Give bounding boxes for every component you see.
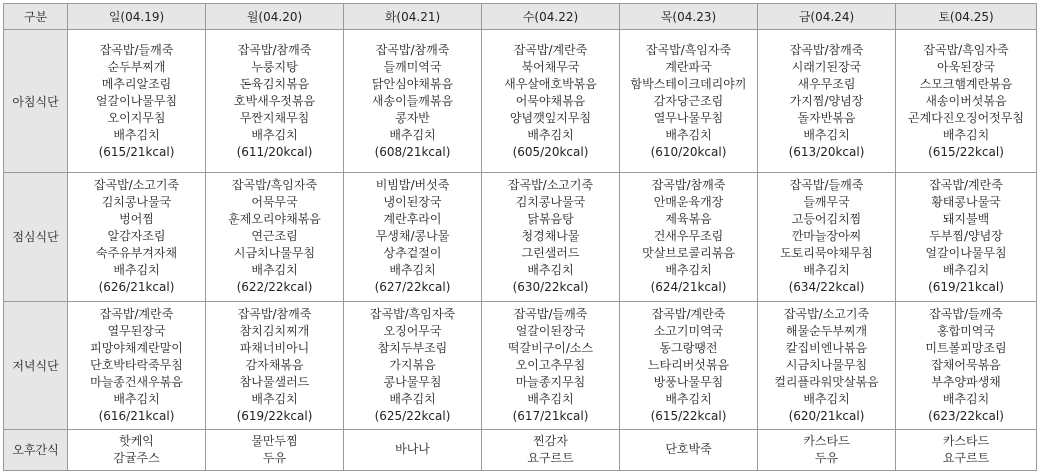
menu-item: 잡곡밥/흑임자죽: [645, 42, 732, 57]
menu-item: 찐감자: [533, 433, 568, 448]
day-header-monday: 월(04.20): [206, 4, 344, 30]
menu-item: 배추김치: [665, 263, 712, 278]
menu-cell: [758, 173, 896, 301]
header-row: [4, 4, 1037, 30]
menu-item: 참나물샐러드: [239, 374, 310, 389]
calorie-text: (615/21kcal): [98, 144, 175, 159]
menu-item: 피망야채계란말이: [90, 340, 183, 355]
menu-item: 감귤주스: [113, 450, 160, 465]
menu-item: 배추김치: [803, 127, 850, 142]
menu-cell: [482, 429, 620, 470]
menu-item: 배추김치: [665, 391, 712, 406]
menu-cell: [620, 429, 758, 470]
menu-item: 배추김치: [527, 127, 574, 142]
lunch-row: [4, 173, 1037, 301]
menu-item: 배추김치: [942, 263, 990, 278]
menu-item: 잡곡밥/소고기죽: [93, 178, 180, 193]
menu-item: 냉이된장국: [383, 195, 442, 210]
menu-item: 김치콩나물국: [515, 195, 586, 210]
menu-cell: [896, 30, 1037, 173]
menu-item: 잡곡밥/계란죽: [651, 306, 726, 321]
menu-item: 잡곡밥/계란죽: [929, 178, 1003, 193]
menu-item: 소고기미역국: [653, 323, 724, 338]
menu-item: 어묵무국: [251, 195, 298, 210]
menu-item: 떡갈비구이/소스: [507, 340, 594, 355]
menu-item: 잡곡밥/계란죽: [513, 42, 588, 57]
menu-item: 잡곡밥/흑임자죽: [369, 306, 456, 321]
menu-cell: [758, 30, 896, 173]
menu-item: 시래기된장국: [791, 59, 862, 74]
menu-item: 새송이버섯볶음: [925, 93, 1007, 108]
menu-item: 안매운육개장: [653, 195, 724, 210]
calorie-text: (605/20kcal): [512, 144, 589, 159]
menu-item: 카스타드: [803, 433, 850, 448]
menu-item: 느타리버섯볶음: [647, 357, 730, 372]
row-label: 아침식단: [4, 30, 68, 173]
menu-item: 벙어찜: [119, 212, 154, 227]
menu-item: 배추김치: [942, 391, 990, 406]
calorie-text: (613/20kcal): [788, 144, 865, 159]
menu-item: 잡곡밥/들깨죽: [99, 42, 174, 57]
menu-item: 숙주유부겨자채: [95, 246, 178, 261]
day-header-wednesday: 수(04.22): [482, 4, 620, 30]
menu-item: 핫케익: [119, 433, 154, 448]
menu-cell: [206, 173, 344, 301]
menu-item: 김치콩나물국: [101, 195, 172, 210]
menu-item: 열무된장국: [107, 323, 166, 338]
menu-item: 함박스테이크데리야끼: [630, 76, 747, 91]
menu-item: 돈육김치볶음: [239, 76, 310, 91]
menu-cell: [482, 301, 620, 429]
menu-item: 감자당근조림: [653, 93, 724, 108]
menu-item: 들깨미역국: [383, 59, 442, 74]
menu-item: 비빔밥/버섯죽: [375, 178, 450, 193]
day-header-sunday: 일(04.19): [68, 4, 206, 30]
menu-item: 잡곡밥/들깨죽: [513, 306, 588, 321]
menu-cell: [620, 173, 758, 301]
menu-item: 계란파국: [665, 59, 712, 74]
menu-item: 가지볶음: [389, 357, 436, 372]
menu-item: 배추김치: [251, 127, 298, 142]
calorie-text: (627/22kcal): [374, 280, 451, 295]
menu-item: 연근조림: [251, 229, 298, 244]
menu-item: 청경채나물: [521, 229, 580, 244]
menu-item: 배추김치: [389, 391, 436, 406]
menu-item: 바나나: [395, 442, 430, 457]
day-header-thursday: 목(04.23): [620, 4, 758, 30]
menu-item: 순두부찌개: [107, 59, 166, 74]
menu-item: 얼갈이된장국: [515, 323, 586, 338]
menu-item: 건새우무조림: [653, 229, 724, 244]
menu-item: 배추김치: [803, 263, 850, 278]
menu-item: 참치두부조림: [377, 340, 448, 355]
menu-item: 해물순두부찌개: [785, 323, 868, 338]
menu-item: 배추김치: [251, 263, 298, 278]
menu-cell: [68, 429, 206, 470]
menu-item: 콩나물무침: [383, 374, 442, 389]
menu-item: 컬리플라워맛살볶음: [774, 374, 879, 389]
menu-item: 잡곡밥/흑임자죽: [923, 42, 1009, 57]
menu-cell: [68, 30, 206, 173]
snack-row: [4, 429, 1037, 470]
calorie-text: (623/22kcal): [928, 408, 1004, 423]
menu-item: 무생채/콩나물: [375, 229, 450, 244]
menu-item: 도토리묵야채무침: [780, 246, 873, 261]
calorie-text: (622/22kcal): [236, 280, 313, 295]
menu-item: 시금치나물무침: [233, 246, 316, 261]
calorie-text: (630/22kcal): [512, 280, 589, 295]
menu-item: 물만두찜: [251, 433, 298, 448]
menu-item: 닭안심야채볶음: [371, 76, 454, 91]
menu-item: 동그랑땡전: [659, 340, 718, 355]
menu-item: 오징어무국: [383, 323, 442, 338]
row-label: 점심식단: [4, 173, 68, 301]
menu-cell: [896, 301, 1037, 429]
calorie-text: (616/21kcal): [98, 408, 175, 423]
menu-cell: [758, 429, 896, 470]
category-header: 구분: [4, 4, 68, 30]
menu-item: 오이고추무침: [515, 357, 586, 372]
calorie-text: (619/21kcal): [928, 280, 1004, 295]
menu-item: 아욱된장국: [937, 59, 995, 74]
calorie-text: (620/21kcal): [788, 408, 865, 423]
menu-item: 잡곡밥/들깨죽: [789, 178, 864, 193]
menu-body: [4, 30, 1037, 471]
calorie-text: (617/21kcal): [512, 408, 589, 423]
calorie-text: (624/21kcal): [650, 280, 727, 295]
day-header-saturday: 토(04.25): [896, 4, 1037, 30]
menu-item: 시금치나물무침: [785, 357, 868, 372]
menu-item: 닭볶음탕: [527, 212, 574, 227]
row-label: 저녁식단: [4, 301, 68, 429]
menu-cell: [344, 429, 482, 470]
menu-item: 양념깻잎지무침: [509, 110, 592, 125]
menu-cell: [68, 301, 206, 429]
dinner-row: [4, 301, 1037, 429]
menu-item: 잡곡밥/참깨죽: [375, 42, 450, 57]
menu-item: 감자채볶음: [245, 357, 304, 372]
menu-item: 계란후라이: [383, 212, 442, 227]
menu-item: 잡곡밥/참깨죽: [237, 306, 312, 321]
menu-item: 미트볼피망조림: [925, 340, 1007, 355]
menu-item: 알감자조림: [107, 229, 166, 244]
menu-item: 홍합미역국: [937, 323, 995, 338]
menu-item: 배추김치: [389, 127, 436, 142]
menu-item: 무짠지채무침: [239, 110, 310, 125]
menu-item: 맛살브로콜리볶음: [642, 246, 735, 261]
calorie-text: (625/22kcal): [374, 408, 451, 423]
menu-item: 마늘종지무침: [515, 374, 586, 389]
menu-cell: [206, 30, 344, 173]
menu-item: 부추양파생채: [931, 374, 1001, 389]
menu-item: 잡곡밥/흑임자죽: [231, 178, 318, 193]
menu-item: 누룽지탕: [251, 59, 298, 74]
menu-item: 깐마늘장아찌: [791, 229, 862, 244]
menu-item: 배추김치: [665, 127, 712, 142]
day-header-tuesday: 화(04.21): [344, 4, 482, 30]
menu-cell: [620, 301, 758, 429]
menu-item: 새우무조림: [797, 76, 856, 91]
menu-item: 잡곡밥/참깨죽: [789, 42, 864, 57]
menu-item: 두유: [262, 450, 287, 465]
menu-item: 잡곡밥/계란죽: [99, 306, 174, 321]
menu-item: 요구르트: [527, 450, 574, 465]
menu-cell: [206, 301, 344, 429]
weekly-menu-table: [3, 3, 1037, 471]
menu-item: 오이지무침: [107, 110, 166, 125]
menu-item: 배추김치: [113, 263, 160, 278]
menu-item: 호박새우젓볶음: [233, 93, 316, 108]
menu-item: 칼집비엔나볶음: [785, 340, 868, 355]
menu-item: 두부찜/양념장: [929, 229, 1003, 244]
menu-item: 새송이들깨볶음: [371, 93, 454, 108]
menu-cell: [206, 429, 344, 470]
calorie-text: (615/22kcal): [650, 408, 727, 423]
menu-item: 카스타드: [942, 433, 990, 448]
menu-item: 배추김치: [803, 391, 850, 406]
menu-item: 곤계다진오징어젓무침: [908, 110, 1024, 125]
row-label: 오후간식: [4, 429, 68, 470]
menu-item: 방풍나물무침: [653, 374, 724, 389]
menu-cell: [758, 301, 896, 429]
menu-item: 잡채어묵볶음: [931, 357, 1001, 372]
menu-item: 잡곡밥/참깨죽: [237, 42, 312, 57]
menu-cell: [482, 30, 620, 173]
menu-item: 돼지불백: [942, 212, 990, 227]
breakfast-row: [4, 30, 1037, 173]
menu-item: 그린샐러드: [521, 246, 580, 261]
menu-cell: [68, 173, 206, 301]
calorie-text: (619/22kcal): [236, 408, 313, 423]
menu-cell: [896, 429, 1037, 470]
calorie-text: (610/20kcal): [650, 144, 727, 159]
menu-item: 메추리알조림: [101, 76, 172, 91]
day-header-friday: 금(04.24): [758, 4, 896, 30]
menu-item: 새우살애호박볶음: [504, 76, 597, 91]
menu-item: 훈제오리야채볶음: [228, 212, 321, 227]
calorie-text: (608/21kcal): [374, 144, 451, 159]
menu-item: 파채너비아니: [239, 340, 310, 355]
menu-item: 고등어김치찜: [791, 212, 862, 227]
menu-item: 배추김치: [527, 263, 574, 278]
menu-item: 잡곡밥/들깨죽: [929, 306, 1003, 321]
menu-cell: [482, 173, 620, 301]
menu-item: 마늘종건새우볶음: [90, 374, 183, 389]
menu-item: 얼갈이나물무침: [95, 93, 178, 108]
menu-cell: [344, 301, 482, 429]
menu-item: 단호박죽: [665, 442, 712, 457]
menu-item: 참치김치찌개: [239, 323, 310, 338]
menu-item: 콩자반: [395, 110, 430, 125]
menu-cell: [344, 30, 482, 173]
menu-item: 배추김치: [251, 391, 298, 406]
menu-item: 배추김치: [113, 127, 160, 142]
menu-item: 잡곡밥/소고기죽: [507, 178, 594, 193]
menu-item: 배추김치: [942, 127, 990, 142]
menu-item: 들깨무국: [803, 195, 850, 210]
menu-item: 단호박타락죽무침: [90, 357, 183, 372]
calorie-text: (611/20kcal): [236, 144, 313, 159]
menu-cell: [896, 173, 1037, 301]
calorie-text: (634/22kcal): [788, 280, 865, 295]
calorie-text: (615/22kcal): [928, 144, 1004, 159]
menu-item: 스모크햄계란볶음: [919, 76, 1013, 91]
menu-item: 배추김치: [527, 391, 574, 406]
menu-item: 제육볶음: [665, 212, 712, 227]
menu-cell: [344, 173, 482, 301]
calorie-text: (626/21kcal): [98, 280, 175, 295]
menu-item: 잡곡밥/참깨죽: [651, 178, 726, 193]
menu-item: 얼갈이나물무침: [925, 246, 1007, 261]
menu-item: 요구르트: [942, 450, 990, 465]
menu-item: 배추김치: [389, 263, 436, 278]
menu-item: 돌자반볶음: [797, 110, 856, 125]
menu-item: 두유: [814, 450, 839, 465]
menu-item: 가지찜/양념장: [789, 93, 864, 108]
menu-cell: [620, 30, 758, 173]
menu-item: 북어채무국: [521, 59, 580, 74]
menu-item: 열무나물무침: [653, 110, 724, 125]
menu-item: 황태콩나물국: [931, 195, 1001, 210]
menu-item: 상추겉절이: [383, 246, 442, 261]
menu-item: 배추김치: [113, 391, 160, 406]
menu-item: 어묵야채볶음: [515, 93, 586, 108]
menu-item: 잡곡밥/소고기죽: [783, 306, 870, 321]
